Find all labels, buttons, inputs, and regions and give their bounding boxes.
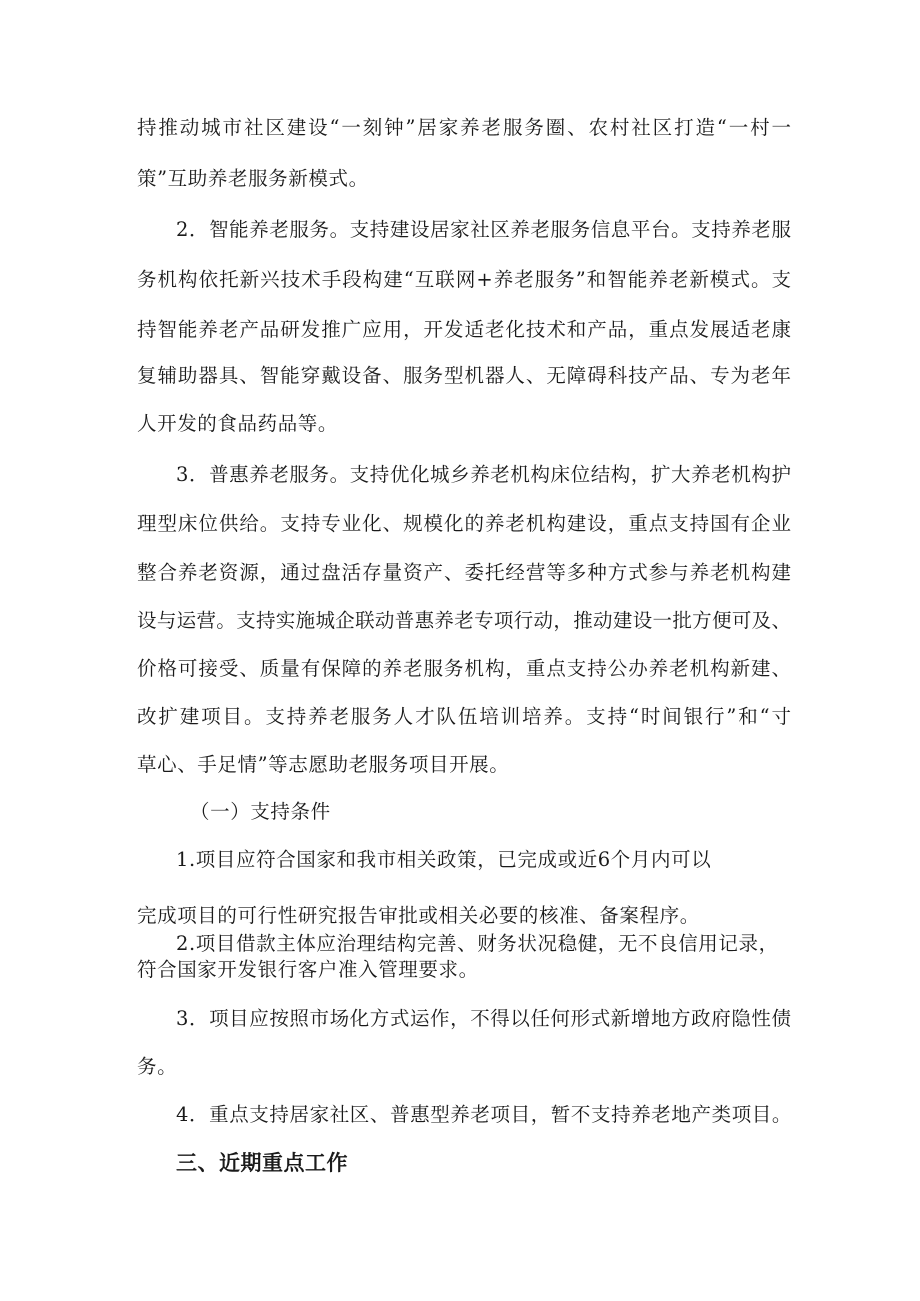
section-2-line: 人开发的食品药品等。: [137, 412, 339, 435]
condition-4-line: 4．重点支持居家社区、普惠型养老项目，暂不支持养老地产类项目。: [176, 1103, 793, 1126]
condition-3-line: 3．项目应按照市场化方式运作，不得以任何形式新增地方政府隐性债: [176, 1007, 791, 1030]
section-heading: 三、近期重点工作: [176, 1151, 348, 1175]
section-2-line: 2．智能养老服务。支持建设居家社区养老服务信息平台。支持养老服: [176, 218, 791, 241]
paragraph-line: 策”互助养老服务新模式。: [137, 167, 369, 190]
paragraph-line: 持推动城市社区建设“一刻钟”居家养老服务圈、农村社区打造“一村一: [137, 116, 791, 139]
section-3-line: 理型床位供给。支持专业化、规模化的养老机构建设，重点支持国有企业: [137, 512, 791, 535]
section-3-line: 3．普惠养老服务。支持优化城乡养老机构床位结构，扩大养老机构护: [176, 463, 791, 486]
subheading-support-conditions: （一）支持条件: [190, 800, 331, 823]
section-2-line: 持智能养老产品研发推广应用，开发适老化技术和产品，重点发展适老康: [137, 318, 791, 341]
condition-2-line: 符合国家开发银行客户准入管理要求。: [137, 958, 479, 981]
section-3-line: 整合养老资源，通过盘活存量资产、委托经营等多种方式参与养老机构建: [137, 561, 791, 584]
condition-1-line: 完成项目的可行性研究报告审批或相关必要的核准、备案程序。: [137, 904, 700, 927]
section-2-line: 务机构依托新兴技术手段构建“互联网+养老服务”和智能养老新模式。支: [137, 268, 791, 291]
section-3-line: 价格可接受、质量有保障的养老服务机构，重点支持公办养老机构新建、: [137, 657, 791, 680]
section-2-line: 复辅助器具、智能穿戴设备、服务型机器人、无障碍科技产品、专为老年: [137, 364, 791, 387]
section-3-line: 改扩建项目。支持养老服务人才队伍培训培养。支持“时间银行”和“寸: [137, 705, 791, 728]
condition-2-line: 2.项目借款主体应治理结构完善、财务状况稳健，无不良信用记录，: [176, 932, 779, 955]
condition-3-line: 务。: [137, 1055, 178, 1078]
section-3-line: 设与运营。支持实施城企联动普惠养老专项行动，推动建设一批方便可及、: [137, 609, 791, 632]
section-3-line: 草心、手足情”等志愿助老服务项目开展。: [137, 753, 510, 776]
condition-1-line: 1.项目应符合国家和我市相关政策，已完成或近6个月内可以: [176, 848, 712, 871]
